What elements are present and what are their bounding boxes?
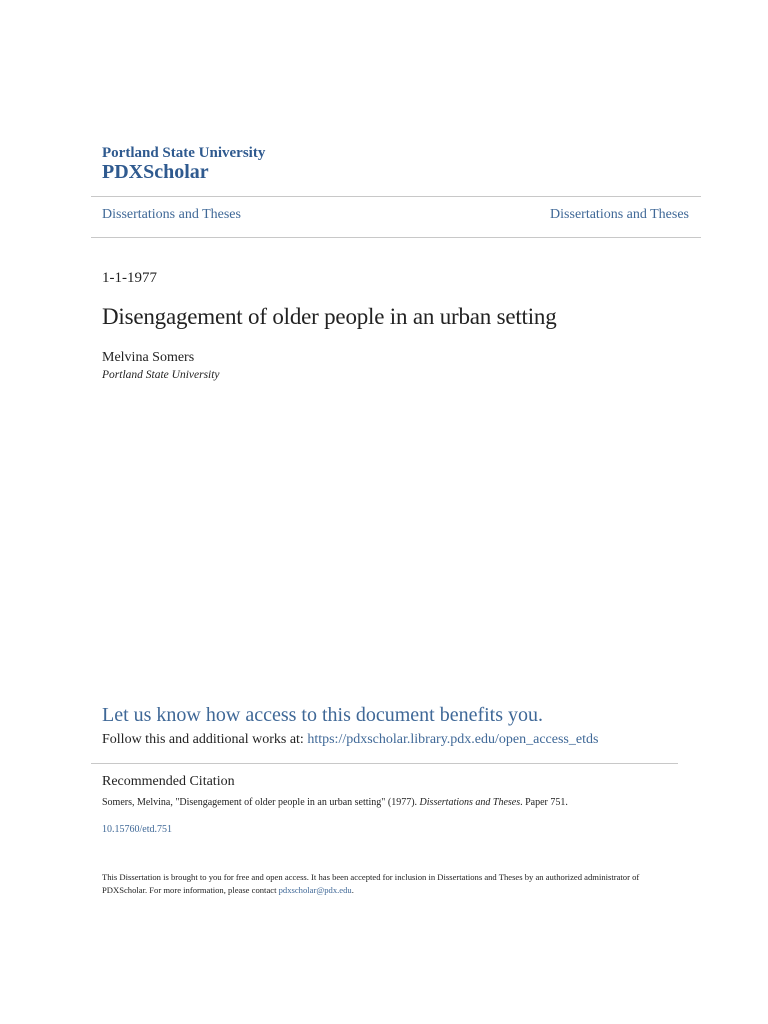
contact-email-link[interactable]: pdxscholar@pdx.edu xyxy=(278,885,352,895)
header-divider-bottom xyxy=(91,237,701,238)
document-title: Disengagement of older people in an urban setting xyxy=(102,304,557,329)
citation-prefix: Somers, Melvina, "Disengagement of older people in an urban setting" (1977). xyxy=(102,797,420,808)
citation-text xyxy=(102,797,568,808)
access-notice xyxy=(102,871,642,897)
doi-link[interactable]: 10.15760/etd.751 xyxy=(102,824,172,835)
repository-name: PDXScholar xyxy=(102,161,209,183)
citation-heading: Recommended Citation xyxy=(102,774,235,789)
benefit-feedback-link[interactable]: Let us know how access to this document benefits you. xyxy=(102,704,544,726)
header-divider-top xyxy=(91,196,701,197)
publication-date: 1-1-1977 xyxy=(102,270,157,286)
citation-series: Dissertations and Theses xyxy=(419,797,521,808)
notice-end: . xyxy=(351,885,354,895)
citation-divider xyxy=(91,763,678,764)
citation-suffix: . Paper 751. xyxy=(520,797,568,808)
notice-text: This Dissertation is brought to you for free and open access. It has been accepted for inclusion in Dissertations and Theses by an authorized administrator of PDXScholar. For more information, please contact xyxy=(102,872,640,895)
collection-link-left[interactable]: Dissertations and Theses xyxy=(102,207,241,222)
author-affiliation: Portland State University xyxy=(102,369,220,381)
follow-line xyxy=(102,732,598,748)
collection-link-right[interactable]: Dissertations and Theses xyxy=(550,207,689,222)
author-name: Melvina Somers xyxy=(102,350,195,365)
university-name: Portland State University xyxy=(102,145,266,161)
follow-label: Follow this and additional works at: xyxy=(102,732,308,747)
collection-url-link[interactable]: https://pdxscholar.library.pdx.edu/open_access_etds xyxy=(307,732,599,747)
